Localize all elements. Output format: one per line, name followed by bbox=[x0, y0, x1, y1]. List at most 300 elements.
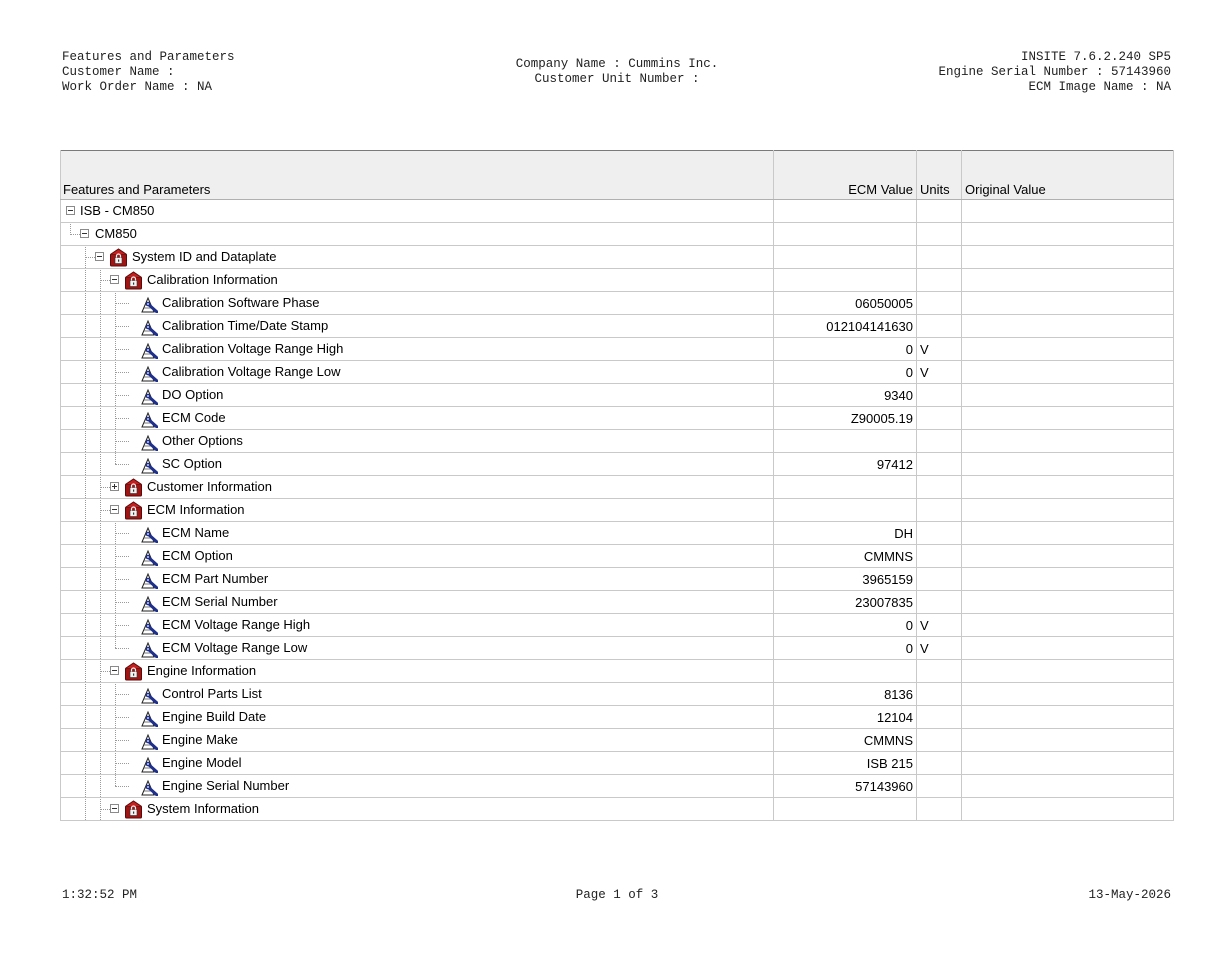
feature-name-cell[interactable] bbox=[61, 775, 774, 798]
wrench-parameter-icon bbox=[139, 433, 158, 451]
tree-node-calibration-information[interactable] bbox=[64, 269, 770, 291]
tree-connector-line bbox=[85, 430, 86, 453]
tree-connector-line bbox=[85, 292, 86, 315]
tree-node-ecm-serial-number[interactable] bbox=[64, 591, 770, 613]
tree-connector-line bbox=[115, 740, 129, 741]
tree-node-ecm-voltage-range-low[interactable] bbox=[64, 637, 770, 659]
tree-node-label: DO Option bbox=[162, 387, 224, 402]
units-cell bbox=[917, 315, 962, 338]
collapse-minus-icon[interactable] bbox=[95, 252, 104, 261]
tree-connector-line bbox=[115, 694, 129, 695]
table-row[interactable] bbox=[61, 660, 1174, 683]
tree-node-ecm-part-number[interactable] bbox=[64, 568, 770, 590]
wrench-parameter-icon bbox=[139, 732, 158, 750]
ecm-value-cell: 012104141630 bbox=[774, 315, 917, 338]
table-row[interactable] bbox=[61, 292, 1174, 315]
tree-connector-line bbox=[100, 775, 101, 798]
original-value-cell bbox=[962, 476, 1174, 499]
tree-connector-line bbox=[115, 637, 116, 649]
units-cell bbox=[917, 752, 962, 775]
table-row[interactable] bbox=[61, 246, 1174, 269]
original-value-cell bbox=[962, 683, 1174, 706]
tree-connector-line bbox=[100, 671, 110, 672]
original-value-cell bbox=[962, 361, 1174, 384]
footer-page-number: Page 1 of 3 bbox=[575, 888, 659, 902]
table-row[interactable] bbox=[61, 775, 1174, 798]
wrench-parameter-icon bbox=[139, 617, 158, 635]
tree-connector-line bbox=[85, 752, 86, 775]
wrench-parameter-icon bbox=[139, 341, 158, 359]
tree-node-label: CM850 bbox=[95, 226, 137, 241]
units-cell bbox=[917, 384, 962, 407]
feature-name-cell[interactable] bbox=[61, 269, 774, 292]
customer-name: Customer Name : bbox=[62, 65, 175, 79]
original-value-cell bbox=[962, 752, 1174, 775]
tree-connector-line bbox=[100, 637, 101, 660]
tree-node-system-information[interactable] bbox=[64, 798, 770, 820]
feature-name-cell[interactable] bbox=[61, 407, 774, 430]
table-row[interactable] bbox=[61, 522, 1174, 545]
tree-connector-line bbox=[100, 487, 110, 488]
tree-connector-line bbox=[70, 234, 80, 235]
tree-node-ecm-name[interactable] bbox=[64, 522, 770, 544]
tree-connector-line bbox=[115, 464, 129, 465]
tree-connector-line bbox=[100, 338, 101, 361]
table-row[interactable] bbox=[61, 200, 1174, 223]
tree-node-ecm-information[interactable] bbox=[64, 499, 770, 521]
original-value-cell bbox=[962, 522, 1174, 545]
lock-folder-icon bbox=[124, 501, 143, 520]
original-value-cell bbox=[962, 407, 1174, 430]
original-value-cell bbox=[962, 729, 1174, 752]
tree-connector-line bbox=[115, 349, 129, 350]
tree-node-control-parts-list[interactable] bbox=[64, 683, 770, 705]
tree-node-label: Calibration Voltage Range High bbox=[162, 341, 344, 356]
table-row[interactable] bbox=[61, 706, 1174, 729]
tree-connector-line bbox=[115, 786, 129, 787]
table-row[interactable] bbox=[61, 453, 1174, 476]
tree-node-cm850[interactable] bbox=[64, 223, 770, 245]
original-value-cell bbox=[962, 384, 1174, 407]
original-value-cell bbox=[962, 315, 1174, 338]
tree-connector-line bbox=[100, 384, 101, 407]
original-value-cell bbox=[962, 453, 1174, 476]
tree-node-engine-model[interactable] bbox=[64, 752, 770, 774]
table-row[interactable] bbox=[61, 223, 1174, 246]
lock-folder-icon bbox=[124, 662, 143, 681]
report-header-right bbox=[938, 50, 1171, 95]
original-value-cell bbox=[962, 246, 1174, 269]
table-row[interactable] bbox=[61, 407, 1174, 430]
collapse-minus-icon[interactable] bbox=[80, 229, 89, 238]
wrench-parameter-icon bbox=[139, 571, 158, 589]
tree-connector-line bbox=[115, 418, 129, 419]
tree-node-label: Customer Information bbox=[147, 479, 272, 494]
tree-connector-line bbox=[100, 729, 101, 752]
table-row[interactable] bbox=[61, 315, 1174, 338]
tree-node-system-id-and-dataplate[interactable] bbox=[64, 246, 770, 268]
table-row[interactable] bbox=[61, 476, 1174, 499]
tree-node-label: ECM Option bbox=[162, 548, 233, 563]
tree-connector-line bbox=[85, 384, 86, 407]
feature-name-cell[interactable] bbox=[61, 683, 774, 706]
tree-node-label: Engine Information bbox=[147, 663, 257, 678]
wrench-parameter-icon bbox=[139, 387, 158, 405]
original-value-cell bbox=[962, 430, 1174, 453]
tree-connector-line bbox=[85, 315, 86, 338]
tree-node-ecm-voltage-range-high[interactable] bbox=[64, 614, 770, 636]
table-row[interactable] bbox=[61, 798, 1174, 821]
tree-node-label: Control Parts List bbox=[162, 686, 262, 701]
feature-name-cell[interactable] bbox=[61, 798, 774, 821]
tree-node-engine-serial-number[interactable] bbox=[64, 775, 770, 797]
company-name: Company Name : Cummins Inc. bbox=[515, 57, 719, 71]
footer-date: 13-May-2026 bbox=[1088, 888, 1171, 902]
tree-node-label: Engine Serial Number bbox=[162, 778, 290, 793]
wrench-parameter-icon bbox=[139, 364, 158, 382]
units-cell bbox=[917, 292, 962, 315]
tree-node-label: SC Option bbox=[162, 456, 222, 471]
tree-connector-line bbox=[85, 257, 95, 258]
ecm-value-cell bbox=[774, 476, 917, 499]
units-cell bbox=[917, 430, 962, 453]
feature-name-cell[interactable] bbox=[61, 637, 774, 660]
ecm-value-cell: 0 bbox=[774, 614, 917, 637]
tree-node-label: Calibration Time/Date Stamp bbox=[162, 318, 329, 333]
tree-connector-line bbox=[85, 361, 86, 384]
wrench-parameter-icon bbox=[139, 548, 158, 566]
tree-node-label: Engine Model bbox=[162, 755, 242, 770]
feature-name-cell[interactable] bbox=[61, 706, 774, 729]
original-value-cell bbox=[962, 568, 1174, 591]
tree-node-other-options[interactable] bbox=[64, 430, 770, 452]
tree-connector-line bbox=[85, 798, 86, 821]
tree-node-calibration-voltage-range-low[interactable] bbox=[64, 361, 770, 383]
table-row[interactable] bbox=[61, 269, 1174, 292]
feature-name-cell[interactable] bbox=[61, 729, 774, 752]
units-cell bbox=[917, 660, 962, 683]
lock-folder-icon bbox=[109, 248, 128, 267]
original-value-cell bbox=[962, 798, 1174, 821]
tree-connector-line bbox=[115, 717, 129, 718]
tree-node-do-option[interactable] bbox=[64, 384, 770, 406]
tree-node-label: ECM Serial Number bbox=[162, 594, 278, 609]
collapse-minus-icon[interactable] bbox=[66, 206, 75, 215]
wrench-parameter-icon bbox=[139, 640, 158, 658]
tree-connector-line bbox=[100, 430, 101, 453]
tree-connector-line bbox=[115, 441, 129, 442]
tree-node-label: Calibration Voltage Range Low bbox=[162, 364, 341, 379]
original-value-cell bbox=[962, 591, 1174, 614]
ecm-value-cell: 57143960 bbox=[774, 775, 917, 798]
tree-node-calibration-voltage-range-high[interactable] bbox=[64, 338, 770, 360]
tree-connector-line bbox=[100, 407, 101, 430]
feature-name-cell[interactable] bbox=[61, 246, 774, 269]
collapse-minus-icon[interactable] bbox=[110, 666, 119, 675]
table-row[interactable] bbox=[61, 729, 1174, 752]
ecm-value-cell: 9340 bbox=[774, 384, 917, 407]
tree-connector-line bbox=[85, 499, 86, 522]
units-cell bbox=[917, 200, 962, 223]
feature-name-cell[interactable] bbox=[61, 361, 774, 384]
tree-connector-line bbox=[85, 614, 86, 637]
tree-connector-line bbox=[115, 648, 129, 649]
tree-connector-line bbox=[115, 775, 116, 787]
tree-node-label: System Information bbox=[147, 801, 259, 816]
original-value-cell bbox=[962, 338, 1174, 361]
tree-connector-line bbox=[100, 591, 101, 614]
tree-connector-line bbox=[100, 292, 101, 315]
customer-unit-number: Customer Unit Number : bbox=[534, 72, 700, 86]
ecm-image-name: ECM Image Name : NA bbox=[1028, 80, 1171, 94]
original-value-cell bbox=[962, 292, 1174, 315]
column-header-original-value[interactable]: Original Value bbox=[962, 151, 1174, 200]
ecm-value-cell: 12104 bbox=[774, 706, 917, 729]
tree-node-sc-option[interactable] bbox=[64, 453, 770, 475]
report-title: Features and Parameters bbox=[62, 50, 235, 64]
ecm-value-cell: DH bbox=[774, 522, 917, 545]
tree-connector-line bbox=[100, 706, 101, 729]
units-cell bbox=[917, 545, 962, 568]
wrench-parameter-icon bbox=[139, 410, 158, 428]
feature-name-cell[interactable] bbox=[61, 522, 774, 545]
column-header-units[interactable]: Units bbox=[917, 151, 962, 200]
table-row[interactable] bbox=[61, 499, 1174, 522]
ecm-value-cell: ISB 215 bbox=[774, 752, 917, 775]
tree-connector-line bbox=[100, 361, 101, 384]
tree-connector-line bbox=[85, 407, 86, 430]
units-cell bbox=[917, 453, 962, 476]
tree-connector-line bbox=[100, 614, 101, 637]
tree-node-label: Calibration Software Phase bbox=[162, 295, 320, 310]
insite-version: INSITE 7.6.2.240 SP5 bbox=[1020, 50, 1171, 64]
units-cell bbox=[917, 246, 962, 269]
tree-connector-line bbox=[100, 453, 101, 476]
footer-time: 1:32:52 PM bbox=[62, 888, 138, 902]
tree-connector-line bbox=[115, 303, 129, 304]
tree-connector-line bbox=[115, 372, 129, 373]
units-cell bbox=[917, 223, 962, 246]
feature-name-cell[interactable] bbox=[61, 430, 774, 453]
expand-plus-icon[interactable] bbox=[110, 482, 119, 491]
units-cell bbox=[917, 798, 962, 821]
table-row[interactable] bbox=[61, 591, 1174, 614]
wrench-parameter-icon bbox=[139, 525, 158, 543]
original-value-cell bbox=[962, 660, 1174, 683]
tree-connector-line bbox=[115, 763, 129, 764]
wrench-parameter-icon bbox=[139, 755, 158, 773]
units-cell: V bbox=[917, 361, 962, 384]
wrench-parameter-icon bbox=[139, 456, 158, 474]
feature-name-cell[interactable] bbox=[61, 476, 774, 499]
feature-name-cell[interactable] bbox=[61, 338, 774, 361]
collapse-minus-icon[interactable] bbox=[110, 275, 119, 284]
tree-node-engine-build-date[interactable] bbox=[64, 706, 770, 728]
ecm-value-cell: 0 bbox=[774, 637, 917, 660]
tree-connector-line bbox=[85, 545, 86, 568]
wrench-parameter-icon bbox=[139, 295, 158, 313]
units-cell: V bbox=[917, 614, 962, 637]
table-row[interactable] bbox=[61, 683, 1174, 706]
feature-name-cell[interactable] bbox=[61, 453, 774, 476]
tree-node-label: Engine Build Date bbox=[162, 709, 267, 724]
wrench-parameter-icon bbox=[139, 318, 158, 336]
tree-connector-line bbox=[85, 683, 86, 706]
ecm-value-cell bbox=[774, 499, 917, 522]
feature-name-cell[interactable] bbox=[61, 660, 774, 683]
units-cell bbox=[917, 706, 962, 729]
feature-name-cell[interactable] bbox=[61, 568, 774, 591]
tree-connector-line bbox=[100, 568, 101, 591]
table-row[interactable] bbox=[61, 384, 1174, 407]
tree-node-label: ECM Name bbox=[162, 525, 230, 540]
tree-node-calibration-time-date-stamp[interactable] bbox=[64, 315, 770, 337]
ecm-value-cell bbox=[774, 430, 917, 453]
ecm-value-cell: 97412 bbox=[774, 453, 917, 476]
original-value-cell bbox=[962, 637, 1174, 660]
feature-name-cell[interactable] bbox=[61, 614, 774, 637]
feature-name-cell[interactable] bbox=[61, 384, 774, 407]
ecm-value-cell: 3965159 bbox=[774, 568, 917, 591]
tree-node-ecm-code[interactable] bbox=[64, 407, 770, 429]
tree-node-isb-cm850[interactable] bbox=[64, 200, 770, 222]
ecm-value-cell: 0 bbox=[774, 338, 917, 361]
table-row[interactable] bbox=[61, 545, 1174, 568]
table-row[interactable] bbox=[61, 614, 1174, 637]
units-cell bbox=[917, 775, 962, 798]
tree-connector-line bbox=[85, 338, 86, 361]
units-cell bbox=[917, 591, 962, 614]
feature-name-cell[interactable] bbox=[61, 223, 774, 246]
tree-connector-line bbox=[100, 752, 101, 775]
feature-name-cell[interactable] bbox=[61, 499, 774, 522]
original-value-cell bbox=[962, 223, 1174, 246]
tree-node-label: Engine Make bbox=[162, 732, 238, 747]
wrench-parameter-icon bbox=[139, 778, 158, 796]
feature-name-cell[interactable] bbox=[61, 292, 774, 315]
tree-connector-line bbox=[85, 637, 86, 660]
tree-node-customer-information[interactable] bbox=[64, 476, 770, 498]
units-cell: V bbox=[917, 338, 962, 361]
table-row[interactable] bbox=[61, 752, 1174, 775]
tree-node-label: System ID and Dataplate bbox=[132, 249, 277, 264]
tree-connector-line bbox=[85, 775, 86, 798]
ecm-value-cell bbox=[774, 269, 917, 292]
original-value-cell bbox=[962, 200, 1174, 223]
tree-connector-line bbox=[85, 522, 86, 545]
original-value-cell bbox=[962, 269, 1174, 292]
ecm-value-cell: CMMNS bbox=[774, 545, 917, 568]
tree-node-label: ECM Voltage Range Low bbox=[162, 640, 308, 655]
collapse-minus-icon[interactable] bbox=[110, 505, 119, 514]
tree-connector-line bbox=[115, 579, 129, 580]
tree-node-label: Other Options bbox=[162, 433, 243, 448]
tree-connector-line bbox=[85, 729, 86, 752]
tree-connector-line bbox=[115, 326, 129, 327]
ecm-value-cell: 0 bbox=[774, 361, 917, 384]
column-header-ecm-value[interactable]: ECM Value bbox=[774, 151, 917, 200]
original-value-cell bbox=[962, 706, 1174, 729]
original-value-cell bbox=[962, 614, 1174, 637]
feature-name-cell[interactable] bbox=[61, 752, 774, 775]
feature-name-cell[interactable] bbox=[61, 200, 774, 223]
tree-connector-line bbox=[85, 706, 86, 729]
features-parameters-table bbox=[60, 150, 1174, 821]
lock-folder-icon bbox=[124, 478, 143, 497]
ecm-value-cell bbox=[774, 246, 917, 269]
tree-connector-line bbox=[115, 533, 129, 534]
ecm-value-cell bbox=[774, 223, 917, 246]
units-cell bbox=[917, 407, 962, 430]
ecm-value-cell: 8136 bbox=[774, 683, 917, 706]
units-cell bbox=[917, 683, 962, 706]
units-cell: V bbox=[917, 637, 962, 660]
table-row[interactable] bbox=[61, 361, 1174, 384]
ecm-value-cell: Z90005.19 bbox=[774, 407, 917, 430]
feature-name-cell[interactable] bbox=[61, 315, 774, 338]
tree-connector-line bbox=[100, 683, 101, 706]
tree-connector-line bbox=[100, 280, 110, 281]
tree-connector-line bbox=[85, 568, 86, 591]
tree-node-engine-information[interactable] bbox=[64, 660, 770, 682]
table-header-row bbox=[61, 151, 1174, 200]
tree-node-label: ECM Information bbox=[147, 502, 245, 517]
tree-node-label: ECM Voltage Range High bbox=[162, 617, 311, 632]
tree-connector-line bbox=[115, 395, 129, 396]
engine-serial-number: Engine Serial Number : 57143960 bbox=[938, 65, 1171, 79]
table-row[interactable] bbox=[61, 637, 1174, 660]
table-row[interactable] bbox=[61, 338, 1174, 361]
units-cell bbox=[917, 269, 962, 292]
report-header-left bbox=[62, 50, 235, 95]
wrench-parameter-icon bbox=[139, 709, 158, 727]
original-value-cell bbox=[962, 545, 1174, 568]
tree-node-engine-make[interactable] bbox=[64, 729, 770, 751]
tree-connector-line bbox=[85, 453, 86, 476]
ecm-value-cell: CMMNS bbox=[774, 729, 917, 752]
lock-folder-icon bbox=[124, 800, 143, 819]
tree-connector-line bbox=[85, 269, 86, 292]
feature-name-cell[interactable] bbox=[61, 545, 774, 568]
tree-connector-line bbox=[100, 809, 110, 810]
tree-connector-line bbox=[100, 522, 101, 545]
table-row[interactable] bbox=[61, 430, 1174, 453]
ecm-value-cell: 06050005 bbox=[774, 292, 917, 315]
column-header-name[interactable]: Features and Parameters bbox=[61, 151, 774, 200]
tree-connector-line bbox=[115, 453, 116, 465]
tree-node-calibration-software-phase[interactable] bbox=[64, 292, 770, 314]
ecm-value-cell bbox=[774, 660, 917, 683]
collapse-minus-icon[interactable] bbox=[110, 804, 119, 813]
tree-connector-line bbox=[85, 591, 86, 614]
tree-node-label: ISB - CM850 bbox=[80, 203, 155, 218]
work-order-name: Work Order Name : NA bbox=[62, 80, 213, 94]
wrench-parameter-icon bbox=[139, 594, 158, 612]
tree-node-label: Calibration Information bbox=[147, 272, 278, 287]
table-row[interactable] bbox=[61, 568, 1174, 591]
units-cell bbox=[917, 499, 962, 522]
tree-node-label: ECM Code bbox=[162, 410, 226, 425]
tree-node-label: ECM Part Number bbox=[162, 571, 269, 586]
tree-connector-line bbox=[100, 545, 101, 568]
feature-name-cell[interactable] bbox=[61, 591, 774, 614]
tree-connector-line bbox=[100, 315, 101, 338]
tree-node-ecm-option[interactable] bbox=[64, 545, 770, 567]
tree-connector-line bbox=[115, 625, 129, 626]
report-header-center bbox=[417, 57, 817, 87]
tree-connector-line bbox=[115, 602, 129, 603]
units-cell bbox=[917, 729, 962, 752]
